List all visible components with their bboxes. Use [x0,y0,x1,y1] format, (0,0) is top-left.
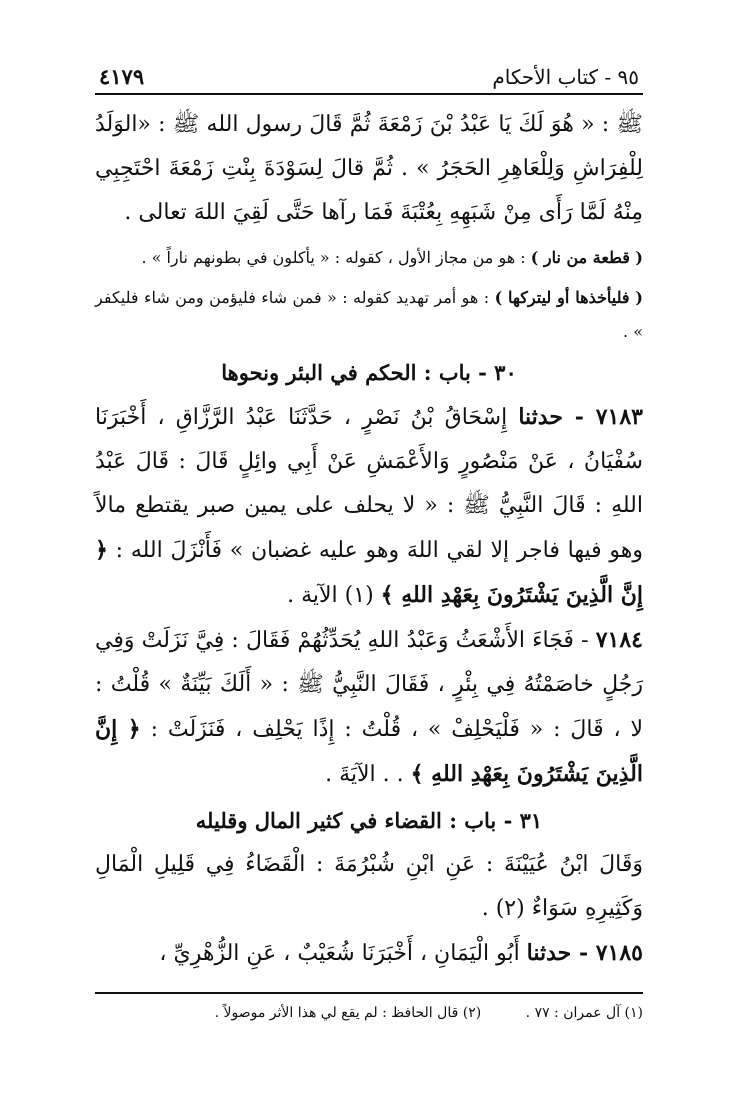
explanation-note [95,241,643,275]
explanation-term: ( قطعة من نار ) [530,248,643,267]
hadith-number: ٧١٨٤ [595,627,643,653]
quran-verse: ﴿ إِنَّ الَّذِينَ يَشْتَرُونَ بِعَهْدِ اللهِ ﴾ [95,537,643,608]
footnote: (١) آل عمران : ٧٧ . [525,1005,643,1021]
footnotes [95,1003,643,1023]
footnote: (٢) قال الحافظ : لم يقع لي هذا الأثر موصولاً . [214,1005,482,1021]
page [95,55,643,1021]
explanation-note [95,281,643,349]
hadith-ending: الآية . [287,583,338,608]
hadith-text: إِسْحَاقُ بْنُ نَصْرٍ ، حَدَّثَنَا عَبْدُ الرَّزَّاقِ ، أَخْبَرَنَا سُفْيَانُ ، عَنْ مَنْصُورٍ وَالأَعْمَشِ عَنْ أَبِي وائِلٍ قَالَ : قَالَ عَبْدُ اللهِ : قَالَ النَّبِيُّ ﷺ : « لا يحلف على يمين صبر يقتطع مالاً وهو فيها فاجر إلا لقي اللهَ وهو عليه غضبان » فَأَنْزَلَ الله : [95,405,643,563]
hadith-number: ٧١٨٥ [595,940,643,966]
hadith-opening: - حدثنا [526,940,596,966]
intro-paragraph: ﷺ : « هُوَ لَكَ يَا عَبْدُ بْنَ زَمْعَةَ ثُمَّ قَالَ رسول الله ﷺ : «الوَلَدُ لِلْفِرَاشِ وَلِلْعَاهِرِ الحَجَرُ » . ثُمَّ قالَ لِسَوْدَةَ بِنْتِ زَمْعَةَ احْتَجِبِي مِنْهُ لَمَّا رَأَى مِنْ شَبَهِهِ بِعُتْبَةَ فَمَا رآها حَتَّى لَقِيَ اللهَ تعالى . [95,112,643,225]
footnote-divider [95,992,643,994]
hadith-7184 [95,618,643,797]
section-heading-31: ٣١ - باب : القضاء في كثير المال وقليله [195,808,543,833]
quran-verse: ﴿ إِنَّ الَّذِينَ يَشْتَرُونَ بِعَهْدِ اللهِ ﴾ [95,716,643,787]
chapter-title: ٩٥ - كتاب الأحكام [492,65,639,89]
hadith-ending: . . الآيَةَ . [325,762,411,787]
explanation-text: : هو من مجاز الأول ، كقوله : « يأكلون في بطونهم ناراً » . [141,248,531,267]
hadith-opening: - حدثنا [518,404,596,430]
section-heading-30: ٣٠ - باب : الحكم في البئر ونحوها [221,360,517,385]
explanation-text: : هو أمر تهديد كقوله : « فمن شاء فليؤمن ومن شاء فليكفر » . [95,288,643,341]
hadith-text: أَبُو الْيَمَانِ ، أَخْبَرَنَا شُعَيْبٌ ، عَنِ الزُّهْرِيِّ ، [159,941,527,966]
hadith-number: ٧١٨٣ [595,404,643,430]
section-31-paragraph: وَقَالَ ابْنُ عُيَيْنَةَ : عَنِ ابْنِ شُبْرُمَةَ : الْقَضَاءُ فِي قَلِيلِ الْمَالِ وَكَثِيرِهِ سَوَاءٌ (٢) . [95,852,643,921]
page-number: ٤١٧٩ [99,64,145,89]
hadith-7183 [95,395,643,618]
hadith-text: - فَجَاءَ الأَشْعَثُ وَعَبْدُ اللهِ يُحَدِّثُهُمْ فَقَالَ : فِيَّ نَزَلَتْ وَفِي رَجُلٍ خاصَمْتُهُ فِي بِئْرٍ ، فَقَالَ النَّبِيُّ ﷺ : « أَلَكَ بَيِّنَةٌ » قُلْتُ : لا ، قَالَ : « فَلْيَحْلِفْ » ، قُلْتُ : إِذًا يَحْلِف ، فَنَزَلَتْ : [95,628,643,742]
page-header [95,55,643,95]
footnote-ref: (١) [337,583,381,608]
explanation-term: ( فليأخذها أو ليتركها ) [494,288,643,307]
hadith-7185 [95,931,643,976]
